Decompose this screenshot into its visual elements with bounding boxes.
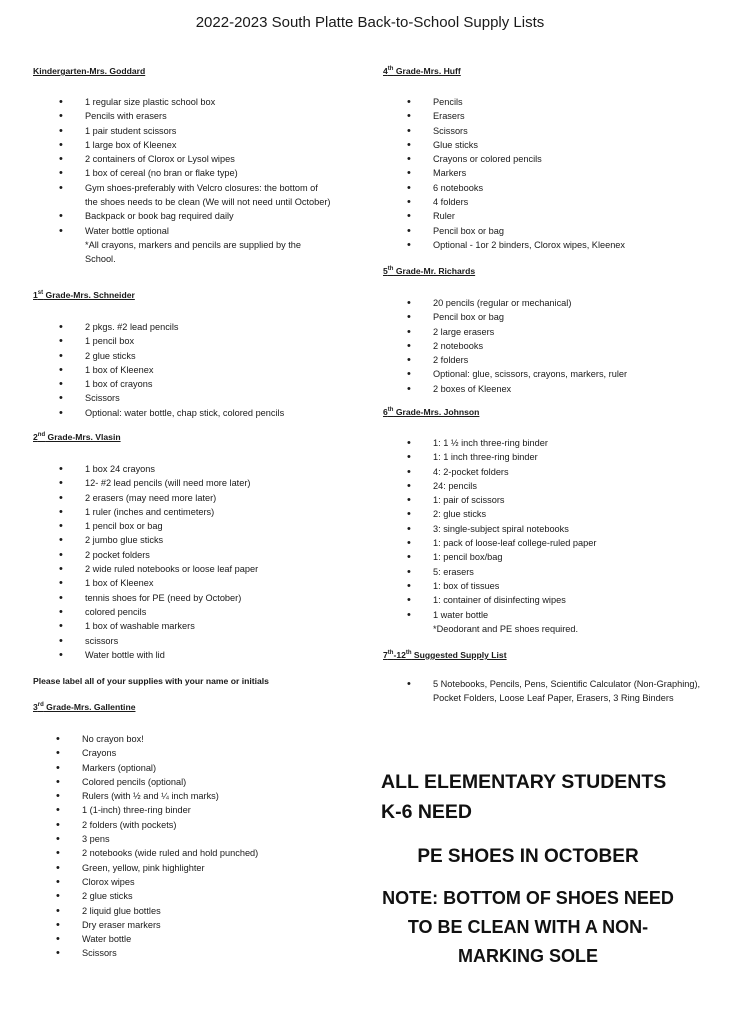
list-item: • 2 liquid glue bottles: [56, 904, 328, 918]
notice-line-6: MARKING SOLE: [457, 946, 598, 966]
notice-line-3: PE SHOES IN OCTOBER: [417, 846, 639, 867]
grade3-heading: 3rd Grade-Mrs. Gallentine: [33, 702, 136, 712]
list-item: • 2: glue sticks: [407, 507, 707, 521]
grade2-section: [33, 432, 333, 662]
list-item: • Crayons or colored pencils: [407, 152, 707, 166]
notice-line-5: TO BE CLEAN WITH A NON-: [407, 917, 649, 937]
list-item: • 1: container of disinfecting wipes: [407, 593, 707, 607]
grade5-list: [407, 296, 707, 396]
list-item: • 5: erasers: [407, 565, 707, 579]
list-item: • 1 pencil box: [59, 334, 331, 348]
list-item: • 6 notebooks: [407, 181, 707, 195]
grade6-section: [383, 407, 713, 636]
grade7-12-section: [383, 650, 713, 706]
kindergarten-list: [59, 95, 331, 267]
list-item: • 1 (1-inch) three-ring binder: [56, 803, 328, 817]
list-item: • 4: 2-pocket folders: [407, 465, 707, 479]
grade5-heading: 5th Grade-Mr. Richards: [383, 266, 476, 276]
kindergarten-note: *All crayons, markers and pencils are supplied by the School.: [85, 239, 302, 265]
list-item: • 2 containers of Clorox or Lysol wipes: [59, 152, 331, 166]
grade7-12-list: [407, 677, 703, 706]
grade6-heading: 6th Grade-Mrs. Johnson: [383, 407, 480, 417]
list-item: • 1 box 24 crayons: [59, 462, 331, 476]
notice-line-4: NOTE: BOTTOM OF SHOES NEED: [382, 888, 674, 908]
list-item: • 2 notebooks (wide ruled and hold punched): [56, 846, 328, 860]
list-item: • Scissors: [407, 124, 707, 138]
list-item: • 2 pocket folders: [59, 548, 331, 562]
list-item: • Optional: water bottle, chap stick, colored pencils: [59, 406, 331, 420]
list-item: • 1: pair of scissors: [407, 493, 707, 507]
list-item: • 1 pencil box or bag: [59, 519, 331, 533]
list-item: • Ruler: [407, 209, 707, 223]
list-item: • 1 box of cereal (no bran or flake type): [59, 166, 331, 180]
list-item: • 1 box of washable markers: [59, 619, 331, 633]
list-item: • 1 box of crayons: [59, 377, 331, 391]
kindergarten-section: [33, 66, 333, 267]
grade2-list: [59, 462, 331, 662]
list-item: • 2 boxes of Kleenex: [407, 382, 707, 396]
list-item: • 2 glue sticks: [56, 889, 328, 903]
list-item: • Dry eraser markers: [56, 918, 328, 932]
list-item: • 4 folders: [407, 195, 707, 209]
list-item: • Crayons: [56, 746, 328, 760]
list-item: • 5 Notebooks, Pencils, Pens, Scientific Calculator (Non-Graphing), Pocket Folders, Loose Leaf Paper, Erasers, 3 Ring Binders: [407, 677, 703, 706]
grade3-section: [33, 702, 333, 961]
list-item: • 24: pencils: [407, 479, 707, 493]
list-item: • scissors: [59, 634, 331, 648]
grade5-section: [383, 266, 713, 396]
list-item: • 20 pencils (regular or mechanical): [407, 296, 707, 310]
list-item: • 2 folders: [407, 353, 707, 367]
grade1-heading: 1st Grade-Mrs. Schneider: [33, 290, 135, 300]
list-item: • 1 water bottle: [407, 608, 707, 622]
list-item: • 2 erasers (may need more later): [59, 491, 331, 505]
list-item: • 1 large box of Kleenex: [59, 138, 331, 152]
list-item: • Pencils: [407, 95, 707, 109]
grade4-heading: 4th Grade-Mrs. Huff: [383, 66, 461, 76]
list-item: • Pencil box or bag: [407, 224, 707, 238]
list-item: • 1: box of tissues: [407, 579, 707, 593]
list-item: • 1 ruler (inches and centimeters): [59, 505, 331, 519]
list-item: • tennis shoes for PE (need by October): [59, 591, 331, 605]
grade4-section: [383, 66, 713, 252]
list-item: • Optional - 1or 2 binders, Clorox wipes, Kleenex: [407, 238, 707, 252]
list-item: • 1: 1 ½ inch three-ring binder: [407, 436, 707, 450]
list-item: • Markers (optional): [56, 761, 328, 775]
list-item: • Green, yellow, pink highlighter: [56, 861, 328, 875]
list-item: • Backpack or book bag required daily: [59, 209, 331, 223]
list-item: • Gym shoes-preferably with Velcro closures: the bottom of the shoes needs to be clean (We will not need until October): [59, 181, 331, 210]
grade6-note: *Deodorant and PE shoes required.: [433, 623, 579, 634]
grade6-list: [407, 436, 707, 636]
list-item: • 2 jumbo glue sticks: [59, 533, 331, 547]
list-item: • Water bottle: [56, 932, 328, 946]
list-item: • Scissors: [56, 946, 328, 960]
list-item: • Pencil box or bag: [407, 310, 707, 324]
notice-line-1: ALL ELEMENTARY STUDENTS: [381, 771, 667, 793]
list-item: • 1: pack of loose-leaf college-ruled paper: [407, 536, 707, 550]
list-item: • Clorox wipes: [56, 875, 328, 889]
list-item: • 1 box of Kleenex: [59, 576, 331, 590]
list-item: • Glue sticks: [407, 138, 707, 152]
list-item: • 3: single-subject spiral notebooks: [407, 522, 707, 536]
grade7-12-heading: 7th-12th Suggested Supply List: [383, 650, 507, 660]
notice-line-2: K-6 NEED: [381, 801, 473, 823]
list-item: • 2 large erasers: [407, 325, 707, 339]
kindergarten-heading: Kindergarten-Mrs. Goddard: [33, 66, 146, 76]
list-item: • No crayon box!: [56, 732, 328, 746]
list-item: • Markers: [407, 166, 707, 180]
list-item: • 2 pkgs. #2 lead pencils: [59, 320, 331, 334]
list-item: • 1 box of Kleenex: [59, 363, 331, 377]
grade4-list: [407, 95, 707, 252]
list-item: • 1 regular size plastic school box: [59, 95, 331, 109]
list-item: • 3 pens: [56, 832, 328, 846]
list-item: • Pencils with erasers: [59, 109, 331, 123]
list-item: • 1: 1 inch three-ring binder: [407, 450, 707, 464]
list-item: • 1: pencil box/bag: [407, 550, 707, 564]
grade1-section: [33, 290, 333, 420]
grade2-heading: 2nd Grade-Mrs. Vlasin: [33, 432, 121, 442]
list-item: • Rulers (with ½ and ¼ inch marks): [56, 789, 328, 803]
list-item: • 2 notebooks: [407, 339, 707, 353]
label-note: Please label all of your supplies with your name or initials: [33, 676, 269, 686]
list-item: • 2 wide ruled notebooks or loose leaf paper: [59, 562, 331, 576]
page-title: 2022-2023 South Platte Back-to-School Supply Lists: [195, 14, 545, 31]
list-item: • colored pencils: [59, 605, 331, 619]
list-item: • 12- #2 lead pencils (will need more later): [59, 476, 331, 490]
grade1-list: [59, 320, 331, 420]
list-item: • Water bottle optional: [59, 224, 331, 238]
grade3-list: [56, 732, 328, 961]
list-item: • Colored pencils (optional): [56, 775, 328, 789]
list-item: • Scissors: [59, 391, 331, 405]
list-item: • Optional: glue, scissors, crayons, markers, ruler: [407, 367, 707, 381]
list-item: • 2 glue sticks: [59, 349, 331, 363]
list-item: • Erasers: [407, 109, 707, 123]
list-item: • 1 pair student scissors: [59, 124, 331, 138]
list-item: • Water bottle with lid: [59, 648, 331, 662]
list-item: • 2 folders (with pockets): [56, 818, 328, 832]
